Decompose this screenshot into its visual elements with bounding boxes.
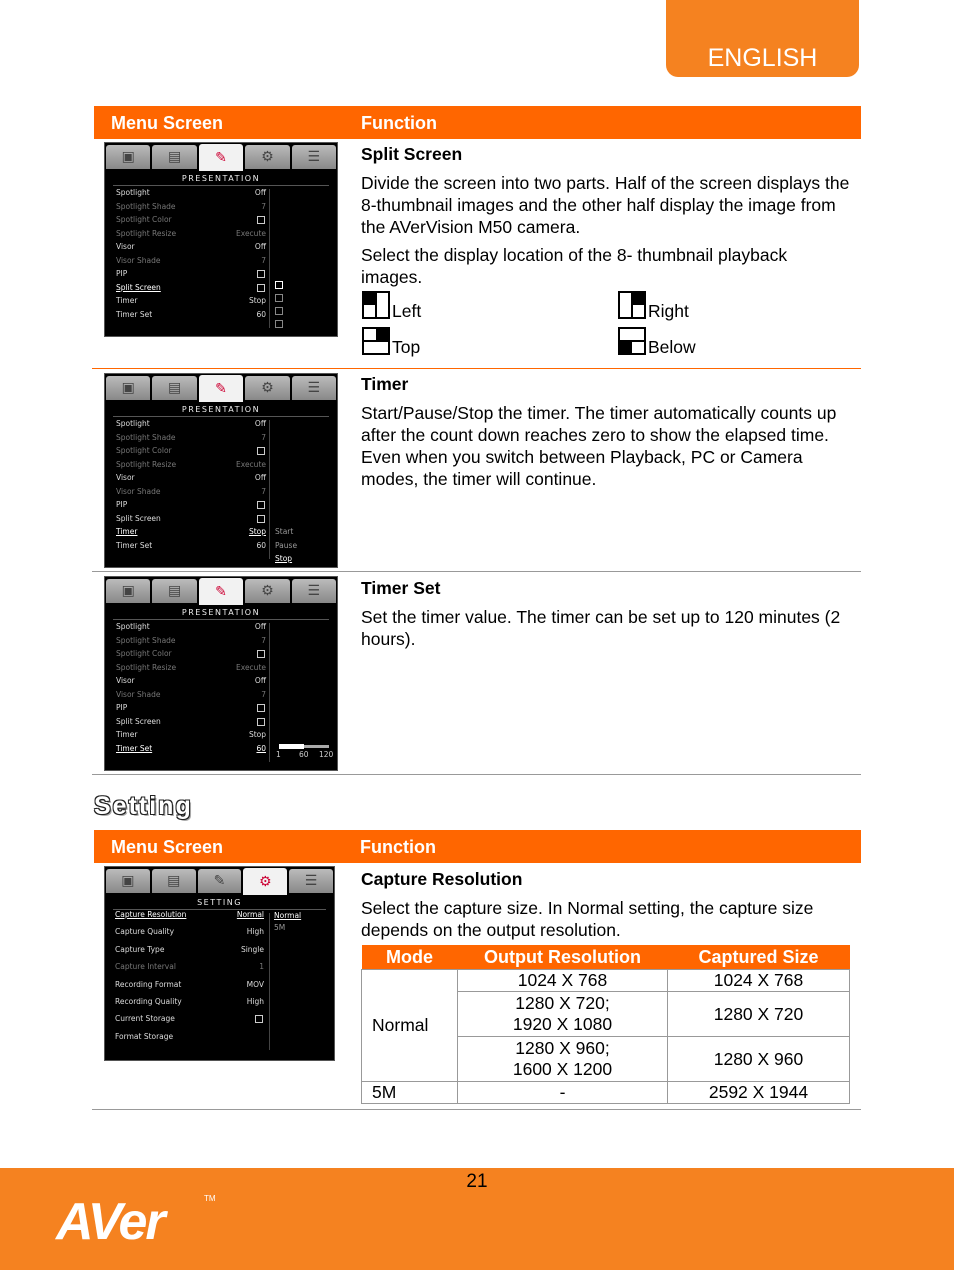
split-layout-option-icon <box>275 294 283 302</box>
monitor-icon: ▤ <box>167 149 182 165</box>
osd-title: PRESENTATION <box>181 174 261 183</box>
osd-item-value: Off <box>254 473 266 482</box>
osd-menu-item <box>116 445 266 457</box>
layout-icon <box>257 515 265 523</box>
output-cell: - <box>458 1082 668 1104</box>
capture-resolution-description <box>361 868 851 947</box>
presentation-icon: ✎ <box>215 380 227 397</box>
monitor-tab <box>152 145 196 169</box>
layout-icon <box>257 718 265 726</box>
osd-item-label: Timer <box>116 527 138 536</box>
camera-icon: ▣ <box>121 583 135 599</box>
osd-item-value: 7 <box>261 689 266 699</box>
function-header: Function <box>361 113 437 133</box>
camera-icon: ▣ <box>121 873 135 889</box>
osd-item-label: Spotlight Shade <box>116 635 176 645</box>
aver-logo: AVer <box>56 1193 164 1251</box>
tools-icon: ⚙ <box>261 149 274 165</box>
osd-menu-item <box>116 418 266 430</box>
osd-tab-bar <box>105 143 337 171</box>
row-divider <box>92 774 861 775</box>
osd-item-label: PIP <box>116 500 128 509</box>
split-below-icon <box>618 327 646 355</box>
split-option-below: Below <box>618 327 696 358</box>
osd-item-label: Spotlight Resize <box>116 662 177 672</box>
tools-icon: ⚙ <box>261 583 274 599</box>
output-cell: 1280 X 720; 1920 X 1080 <box>458 992 668 1037</box>
camera-icon: ▣ <box>121 380 135 396</box>
osd-menu-item <box>116 282 266 294</box>
osd-item-label: Visor <box>116 676 135 685</box>
osd-menu-item <box>115 961 264 973</box>
captured-cell: 1280 X 960 <box>668 1037 850 1082</box>
osd-menu-item <box>116 214 266 226</box>
osd-menu-item <box>115 996 264 1008</box>
split-option-left: Left <box>362 291 421 322</box>
captured-cell: 2592 X 1944 <box>668 1082 850 1104</box>
color-swatch-icon <box>257 447 265 455</box>
osd-item-value: High <box>246 927 264 937</box>
osd-item-value: 1 <box>259 962 264 972</box>
timer-title: Timer <box>361 374 409 394</box>
presentation-menu-screenshot-timer <box>104 373 338 568</box>
tools-tab <box>245 376 289 400</box>
table-header <box>94 830 861 863</box>
osd-item-label: Visor <box>116 473 135 482</box>
mode-5m-cell: 5M <box>362 1082 458 1104</box>
osd-tab-bar <box>105 577 337 605</box>
presentation-icon: ✎ <box>215 149 227 166</box>
monitor-icon: ▤ <box>167 873 181 889</box>
settings-tab <box>292 145 336 169</box>
trademark-mark: TM <box>204 1194 216 1203</box>
osd-item-label: Spotlight Shade <box>116 201 176 211</box>
split-option-right: Right <box>618 291 689 322</box>
camera-icon: ▣ <box>121 149 135 165</box>
camera-tab <box>106 579 150 603</box>
timer-set-title: Timer Set <box>361 578 441 598</box>
color-swatch-icon <box>257 216 265 224</box>
osd-menu-item <box>115 944 264 956</box>
row-divider <box>92 368 861 369</box>
osd-menu-item <box>116 621 266 633</box>
osd-divider <box>113 416 329 417</box>
osd-item-label: Current Storage <box>115 1014 175 1024</box>
osd-item-label: PIP <box>116 269 128 278</box>
osd-menu-item <box>116 526 266 538</box>
osd-item-value: Execute <box>236 662 266 672</box>
tools-tab <box>245 579 289 603</box>
timer-scale-label: 1 <box>276 750 281 759</box>
osd-menu-item <box>116 635 266 647</box>
presentation-icon: ✎ <box>215 583 227 600</box>
split-layout-option-icon <box>275 307 283 315</box>
presentation-tab <box>199 144 243 171</box>
resolution-option: Normal <box>274 911 302 920</box>
captured-size-header: Captured Size <box>668 945 850 970</box>
layout-icon <box>257 270 265 278</box>
osd-menu-item <box>116 716 266 728</box>
capture-resolution-title: Capture Resolution <box>361 869 523 889</box>
osd-item-value: MOV <box>246 979 264 989</box>
osd-item-value: 60 <box>256 309 266 319</box>
osd-menu-item <box>116 228 266 240</box>
osd-item-value: Off <box>254 188 266 197</box>
captured-cell: 1280 X 720 <box>668 992 850 1037</box>
settings-icon: ☰ <box>304 873 318 889</box>
language-tab: ENGLISH <box>666 0 859 77</box>
osd-column-divider <box>269 189 270 328</box>
osd-tab-bar <box>105 867 334 895</box>
osd-item-label: Format Storage <box>115 1031 174 1041</box>
osd-item-label: Spotlight Shade <box>116 432 176 442</box>
osd-item-label: Capture Resolution <box>115 910 187 919</box>
camera-tab <box>106 376 150 400</box>
layout-icon <box>257 704 265 712</box>
osd-item-label: Capture Type <box>115 944 165 954</box>
osd-menu-item <box>116 702 266 714</box>
osd-menu-item <box>115 909 264 921</box>
osd-menu-item <box>116 459 266 471</box>
settings-tab <box>292 376 336 400</box>
osd-menu-item <box>116 540 266 552</box>
osd-column-divider <box>269 420 270 559</box>
osd-menu-item <box>116 675 266 687</box>
camera-tab <box>106 869 150 893</box>
presentation-tab <box>198 869 242 893</box>
osd-item-value: Off <box>254 242 266 251</box>
split-right-icon <box>618 291 646 319</box>
table-row <box>362 1082 850 1104</box>
osd-item-label: Split Screen <box>116 716 161 726</box>
osd-item-label: Visor Shade <box>116 486 161 496</box>
osd-divider <box>113 185 329 186</box>
osd-item-value: Single <box>240 944 264 954</box>
osd-item-value: 7 <box>261 255 266 265</box>
color-swatch-icon <box>257 650 265 658</box>
osd-item-label: Visor Shade <box>116 255 161 265</box>
osd-item-value: Off <box>254 622 266 631</box>
settings-tab <box>292 579 336 603</box>
osd-menu-item <box>116 295 266 307</box>
osd-menu-item <box>115 926 264 938</box>
osd-menu-item <box>116 432 266 444</box>
osd-item-value: Stop <box>248 296 266 305</box>
osd-column-divider <box>269 623 270 762</box>
osd-menu-item <box>116 472 266 484</box>
menu-screen-header: Menu Screen <box>111 113 224 133</box>
osd-menu-item <box>116 255 266 267</box>
osd-title: PRESENTATION <box>181 608 261 617</box>
timer-set-description <box>361 577 851 656</box>
osd-item-label: Timer Set <box>116 540 153 550</box>
monitor-icon: ▤ <box>167 583 182 599</box>
osd-item-label: PIP <box>116 703 128 712</box>
settings-icon: ☰ <box>307 583 321 599</box>
osd-menu-item <box>116 662 266 674</box>
osd-item-label: Spotlight Color <box>116 649 172 658</box>
osd-item-value: 7 <box>261 201 266 211</box>
capture-resolution-para1: Select the capture size. In Normal setting, the capture size depends on the output resolution. <box>361 898 814 940</box>
osd-item-label: Recording Format <box>115 979 182 989</box>
timer-option: Start <box>275 527 294 536</box>
osd-item-label: Spotlight <box>116 419 150 428</box>
timer-description <box>361 373 851 496</box>
osd-item-value: High <box>246 997 264 1006</box>
osd-item-label: Timer Set <box>116 743 153 753</box>
monitor-tab <box>152 579 196 603</box>
osd-item-label: Recording Quality <box>115 997 182 1006</box>
timer-slider-fill <box>279 744 304 749</box>
osd-menu-item <box>116 689 266 701</box>
osd-item-value: Stop <box>248 730 266 739</box>
camera-tab <box>106 145 150 169</box>
osd-menu-item <box>116 241 266 253</box>
split-layout-option-icon <box>275 320 283 328</box>
split-screen-para1: Divide the screen into two parts. Half of the screen displays the 8-thumbnail images and the other half display the image from the AVerVision M50 camera. <box>361 173 850 237</box>
settings-tab <box>289 869 333 893</box>
osd-item-value: 7 <box>261 432 266 442</box>
output-resolution-header: Output Resolution <box>458 945 668 970</box>
table-header <box>94 106 861 139</box>
osd-menu-item <box>116 743 266 755</box>
tools-icon: ⚙ <box>261 380 274 396</box>
osd-item-label: Capture Interval <box>115 962 176 972</box>
osd-item-value: 7 <box>261 486 266 496</box>
osd-menu-item <box>116 513 266 525</box>
osd-item-value: 7 <box>261 635 266 645</box>
osd-item-label: Split Screen <box>116 282 161 292</box>
timer-para1: Start/Pause/Stop the timer. The timer automatically counts up after the count down reaches zero to show the elapsed time. Even when you switch between Playback, PC or Camera modes, the timer will continue. <box>361 403 837 489</box>
osd-item-label: Capture Quality <box>115 927 175 937</box>
osd-menu-item <box>115 1031 264 1043</box>
osd-menu-item <box>115 979 264 991</box>
timer-scale-label: 120 <box>319 750 334 759</box>
tools-tab <box>245 145 289 169</box>
osd-item-value: Stop <box>248 527 266 536</box>
presentation-menu-screenshot-split <box>104 142 338 337</box>
row-divider <box>92 1109 861 1110</box>
osd-item-label: Visor <box>116 242 135 251</box>
osd-item-value: Off <box>254 419 266 428</box>
presentation-tab <box>199 578 243 605</box>
osd-menu-item <box>116 486 266 498</box>
timer-set-para1: Set the timer value. The timer can be set up to 120 minutes (2 hours). <box>361 607 841 649</box>
osd-item-label: Spotlight <box>116 622 150 631</box>
output-cell: 1024 X 768 <box>458 970 668 992</box>
timer-option: Stop <box>275 554 293 563</box>
split-option-top: Top <box>362 327 420 358</box>
osd-item-label: Timer <box>116 730 138 739</box>
osd-column-divider <box>269 913 270 1050</box>
osd-item-label: Spotlight Resize <box>116 459 177 469</box>
layout-icon <box>257 501 265 509</box>
monitor-tab <box>152 376 196 400</box>
osd-item-label: Spotlight Resize <box>116 228 177 238</box>
osd-menu-item <box>116 201 266 213</box>
osd-tab-bar <box>105 374 337 402</box>
osd-menu-item <box>116 648 266 660</box>
osd-title: PRESENTATION <box>181 405 261 414</box>
osd-item-label: Split Screen <box>116 513 161 523</box>
split-layout-option-icon <box>275 281 283 289</box>
split-left-icon <box>362 291 390 319</box>
tools-icon: ⚙ <box>259 873 272 890</box>
osd-title: SETTING <box>197 898 242 907</box>
osd-item-label: Timer <box>116 296 138 305</box>
section-title: Setting <box>94 792 193 820</box>
split-top-icon <box>362 327 390 355</box>
split-screen-para2: Select the display location of the 8- thumbnail playback images. <box>361 245 788 287</box>
osd-item-value: 60 <box>256 743 266 753</box>
page-number: 21 <box>466 1171 488 1192</box>
resolution-table <box>361 945 850 1104</box>
table-row <box>362 970 850 992</box>
osd-menu-item <box>115 1013 264 1025</box>
presentation-tab <box>199 375 243 402</box>
settings-icon: ☰ <box>307 149 321 165</box>
timer-option: Pause <box>275 540 298 550</box>
osd-item-value: Execute <box>236 228 266 238</box>
mode-header: Mode <box>362 945 458 970</box>
menu-screen-header: Menu Screen <box>111 837 224 857</box>
osd-menu-item <box>116 309 266 321</box>
captured-cell: 1024 X 768 <box>668 970 850 992</box>
osd-menu-item <box>116 268 266 280</box>
split-screen-title: Split Screen <box>361 144 463 164</box>
osd-item-value: Normal <box>236 910 264 919</box>
osd-item-value: Off <box>254 676 266 685</box>
function-header: Function <box>360 837 436 857</box>
split-screen-description <box>361 143 851 294</box>
osd-item-label: Visor Shade <box>116 689 161 699</box>
osd-menu-item <box>116 729 266 741</box>
osd-item-label: Spotlight Color <box>116 446 172 455</box>
row-divider <box>92 571 861 572</box>
output-cell: 1280 X 960; 1600 X 1200 <box>458 1037 668 1082</box>
monitor-icon: ▤ <box>167 380 182 396</box>
osd-item-label: Spotlight <box>116 188 150 197</box>
storage-icon <box>255 1015 263 1023</box>
resolution-option: 5M <box>274 923 286 932</box>
osd-item-label: Timer Set <box>116 309 153 319</box>
osd-menu-item <box>116 499 266 511</box>
timer-scale-label: 60 <box>299 750 309 759</box>
osd-item-value: Execute <box>236 459 266 469</box>
monitor-tab <box>152 869 196 893</box>
setting-menu-screenshot <box>104 866 335 1061</box>
osd-divider <box>113 619 329 620</box>
mode-normal-cell: Normal <box>362 970 458 1082</box>
tools-tab <box>243 868 287 895</box>
osd-menu-item <box>116 187 266 199</box>
presentation-icon: ✎ <box>213 873 226 889</box>
settings-icon: ☰ <box>307 380 321 396</box>
osd-item-label: Spotlight Color <box>116 215 172 224</box>
osd-item-value: 60 <box>256 540 266 550</box>
presentation-menu-screenshot-timer-set <box>104 576 338 771</box>
layout-icon <box>257 284 265 292</box>
